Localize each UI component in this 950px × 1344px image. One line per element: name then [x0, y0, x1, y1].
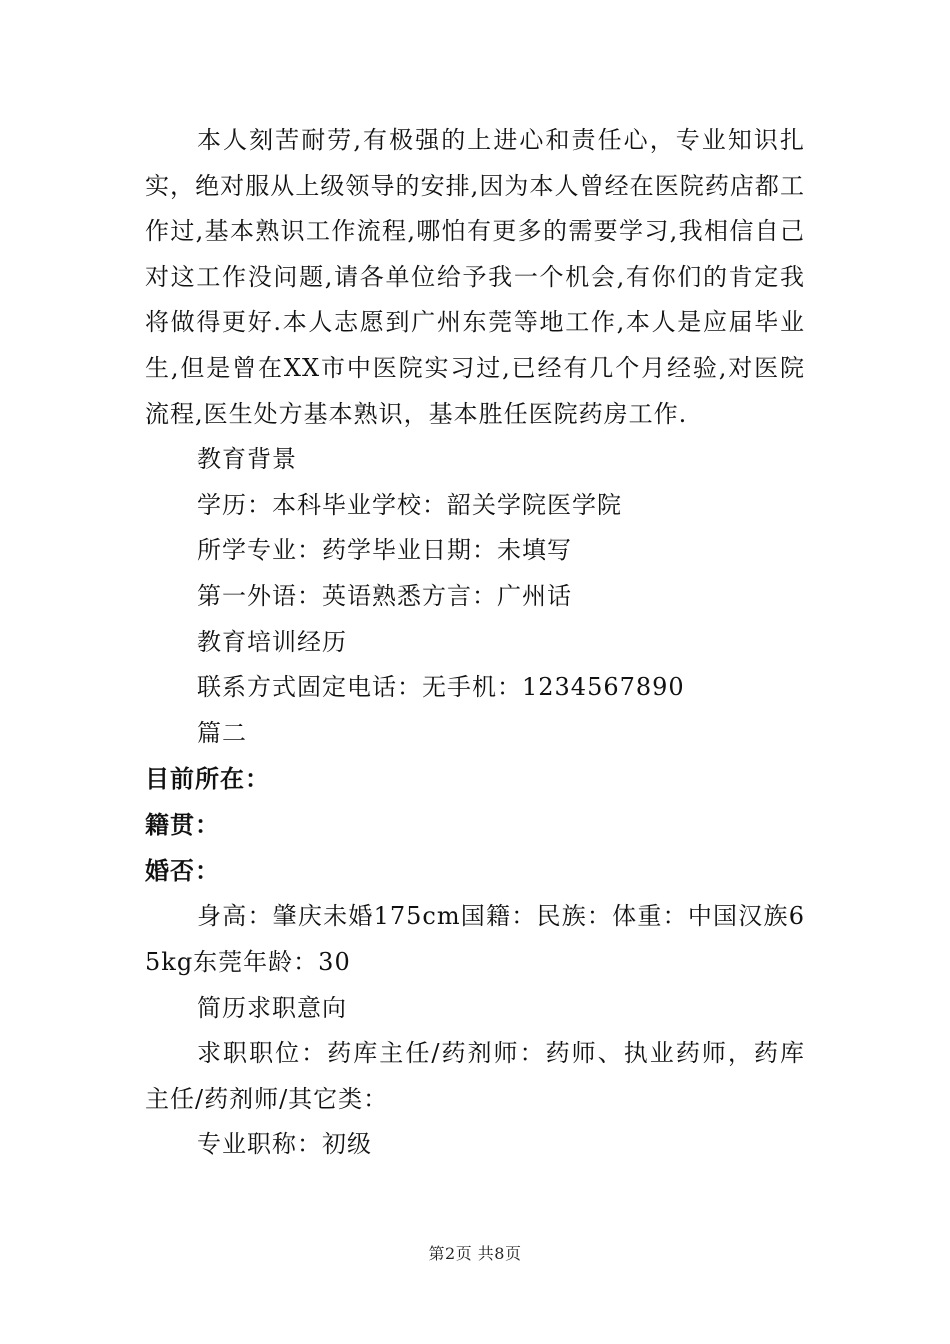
education-line-major-date: 所学专业：药学毕业日期：未填写: [197, 536, 572, 565]
personal-info-paragraph: 身高：肇庆未婚175cm国籍：民族：体重：中国汉族65kg东莞年龄：30: [145, 902, 805, 976]
education-line-language: 第一外语：英语熟悉方言：广州话: [197, 581, 572, 610]
native-place-label: 籍贯：: [145, 810, 220, 840]
document-body: [145, 118, 805, 1168]
page-footer: 第2页 共8页: [428, 1244, 522, 1263]
contact-line: 联系方式固定电话：无手机：1234567890: [197, 673, 685, 702]
marital-status-label: 婚否：: [145, 856, 220, 886]
section-two-label: 篇二: [197, 718, 247, 747]
professional-title-line: 专业职称：初级: [197, 1130, 372, 1159]
job-intention-heading: 简历求职意向: [197, 993, 347, 1022]
job-position-paragraph: 求职职位：药库主任/药剂师：药师、执业药师，药库主任/药剂师/其它类：: [145, 1039, 805, 1113]
current-location-label: 目前所在：: [145, 764, 270, 794]
intro-paragraph: 本人刻苦耐劳,有极强的上进心和责任心，专业知识扎实，绝对服从上级领导的安排,因为本人曾经在医院药店都工作过,基本熟识工作流程,哪怕有更多的需要学习,我相信自己对这工作没问题,请各单位给予我一个机会,有你们的肯定我将做得更好.本人志愿到广州东莞等地工作,本人是应届毕业生,但是曾在XX市中医院实习过,已经有几个月经验,对医院流程,医生处方基本熟识，基本胜任医院药房工作.: [145, 126, 805, 428]
training-heading: 教育培训经历: [197, 627, 347, 656]
education-heading: 教育背景: [197, 445, 297, 474]
education-line-degree-school: 学历：本科毕业学校：韶关学院医学院: [197, 490, 622, 519]
